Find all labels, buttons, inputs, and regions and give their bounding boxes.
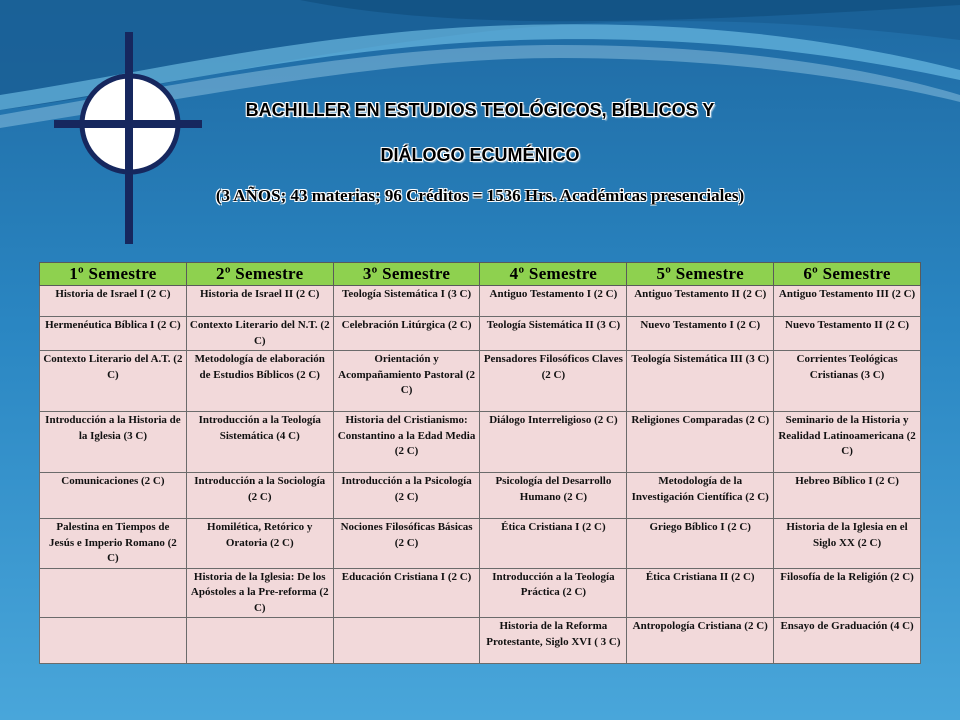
- table-row: [40, 317, 921, 351]
- course-cell: Ensayo de Graduación (4 C): [774, 618, 921, 664]
- course-cell: Historia de Israel II (2 C): [186, 286, 333, 317]
- course-cell: Historia de Israel I (2 C): [40, 286, 187, 317]
- course-cell: Teología Sistemática III (3 C): [627, 351, 774, 412]
- course-cell: Historia de la Iglesia en el Siglo XX (2 C): [774, 519, 921, 569]
- table-row: [40, 519, 921, 569]
- course-cell: Introducción a la Sociología (2 C): [186, 473, 333, 519]
- semester-header: 1º Semestre: [40, 263, 187, 286]
- cross-circle-logo: [50, 30, 210, 246]
- semester-header: 2º Semestre: [186, 263, 333, 286]
- course-cell: Comunicaciones (2 C): [40, 473, 187, 519]
- course-cell: Corrientes Teológicas Cristianas (3 C): [774, 351, 921, 412]
- course-cell: Teología Sistemática I (3 C): [333, 286, 480, 317]
- course-cell: Introducción a la Teología Sistemática (4 C): [186, 412, 333, 473]
- course-cell: [40, 568, 187, 618]
- semester-header: 6º Semestre: [774, 263, 921, 286]
- page-title-line2: DIÁLOGO ECUMÉNICO: [380, 145, 580, 165]
- page-subtitle: (3 AÑOS; 43 materias; 96 Créditos = 1536 Hrs. Académicas presenciales): [215, 186, 745, 205]
- table-row: [40, 286, 921, 317]
- course-cell: Contexto Literario del A.T. (2 C): [40, 351, 187, 412]
- course-cell: Antiguo Testamento I (2 C): [480, 286, 627, 317]
- course-cell: Pensadores Filosóficos Claves (2 C): [480, 351, 627, 412]
- course-cell: Metodología de la Investigación Científica (2 C): [627, 473, 774, 519]
- course-cell: Antiguo Testamento II (2 C): [627, 286, 774, 317]
- course-cell: Diálogo Interreligioso (2 C): [480, 412, 627, 473]
- course-cell: Hermenéutica Bíblica I (2 C): [40, 317, 187, 351]
- course-cell: Hebreo Bíblico I (2 C): [774, 473, 921, 519]
- course-cell: Religiones Comparadas (2 C): [627, 412, 774, 473]
- table-row: [40, 412, 921, 473]
- course-cell: Ética Cristiana I (2 C): [480, 519, 627, 569]
- semester-header: 5º Semestre: [627, 263, 774, 286]
- course-cell: Psicología del Desarrollo Humano (2 C): [480, 473, 627, 519]
- course-cell: Introducción a la Psicología (2 C): [333, 473, 480, 519]
- course-cell: Seminario de la Historia y Realidad Latinoamericana (2 C): [774, 412, 921, 473]
- course-cell: Educación Cristiana I (2 C): [333, 568, 480, 618]
- course-cell: Metodología de elaboración de Estudios Bíblicos (2 C): [186, 351, 333, 412]
- course-cell: Teología Sistemática II (3 C): [480, 317, 627, 351]
- course-cell: Antropología Cristiana (2 C): [627, 618, 774, 664]
- course-cell: Griego Bíblico I (2 C): [627, 519, 774, 569]
- table-row: [40, 618, 921, 664]
- course-cell: Historia de la Iglesia: De los Apóstoles a la Pre-reforma (2 C): [186, 568, 333, 618]
- course-cell: [333, 618, 480, 664]
- course-cell: Historia del Cristianismo: Constantino a la Edad Media (2 C): [333, 412, 480, 473]
- course-cell: Filosofía de la Religión (2 C): [774, 568, 921, 618]
- course-cell: Antiguo Testamento III (2 C): [774, 286, 921, 317]
- table-row: [40, 351, 921, 412]
- course-cell: Historia de la Reforma Protestante, Siglo XVI ( 3 C): [480, 618, 627, 664]
- course-cell: [186, 618, 333, 664]
- semester-header: 4º Semestre: [480, 263, 627, 286]
- page-title-line1: BACHILLER EN ESTUDIOS TEOLÓGICOS, BÍBLICOS Y: [245, 100, 715, 120]
- table-row: [40, 568, 921, 618]
- course-cell: Palestina en Tiempos de Jesús e Imperio Romano (2 C): [40, 519, 187, 569]
- course-cell: Celebración Litúrgica (2 C): [333, 317, 480, 351]
- course-cell: [40, 618, 187, 664]
- course-cell: Nociones Filosóficas Básicas (2 C): [333, 519, 480, 569]
- course-cell: Orientación y Acompañamiento Pastoral (2 C): [333, 351, 480, 412]
- course-cell: Nuevo Testamento II (2 C): [774, 317, 921, 351]
- course-cell: Homilética, Retórico y Oratoria (2 C): [186, 519, 333, 569]
- course-cell: Contexto Literario del N.T. (2 C): [186, 317, 333, 351]
- course-cell: Ética Cristiana II (2 C): [627, 568, 774, 618]
- table-row: [40, 473, 921, 519]
- course-cell: Introducción a la Teología Práctica (2 C): [480, 568, 627, 618]
- semester-header-row: [40, 263, 921, 286]
- curriculum-table: [39, 262, 921, 664]
- course-cell: Nuevo Testamento I (2 C): [627, 317, 774, 351]
- course-cell: Introducción a la Historia de la Iglesia (3 C): [40, 412, 187, 473]
- semester-header: 3º Semestre: [333, 263, 480, 286]
